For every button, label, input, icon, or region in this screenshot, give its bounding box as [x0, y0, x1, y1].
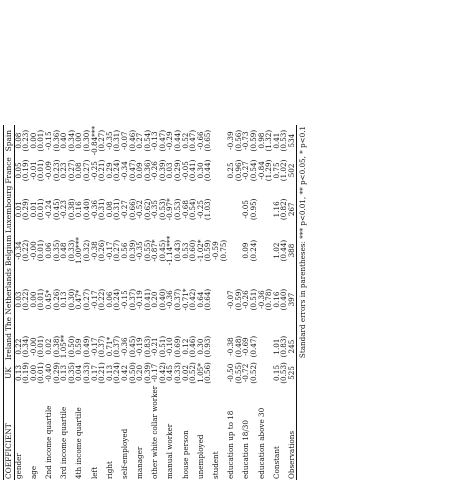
standard-error-cell: (1.03)	[203, 198, 213, 221]
coefficient-cell: 0.71*	[104, 336, 114, 357]
coefficient-cell: -0.36	[256, 290, 266, 309]
coefficient-cell: 0.09	[241, 242, 251, 259]
coefficient-cell: 0.41	[271, 132, 281, 149]
coefficient-cell: 0.17	[89, 364, 99, 381]
observations-cell: 388	[288, 234, 296, 267]
standard-error-cell: (0.27)	[81, 159, 91, 182]
standard-error-cell: (0.38)	[66, 198, 76, 221]
standard-error-cell: (0.21)	[97, 159, 107, 182]
row-label: unemployed	[195, 434, 205, 479]
coefficient-cell: -0.87*	[150, 239, 160, 262]
coefficient-cell: 0.25	[226, 162, 236, 179]
standard-error-cell: (0.31)	[112, 129, 122, 152]
header-coefficient: COEFFICIENT	[4, 385, 15, 480]
standard-error-cell: (0.46)	[127, 129, 137, 152]
coefficient-cell: 0.13	[13, 364, 23, 381]
standard-error-cell: (0.35)	[66, 362, 76, 384]
standard-error-cell: (0.64)	[203, 288, 213, 311]
coefficient-cell: 0.75	[271, 162, 281, 179]
standard-error-cell: (0.78)	[264, 288, 274, 311]
standard-error-cell: (0.27)	[66, 159, 76, 182]
coefficient-cell	[212, 156, 220, 184]
footnote: Standard errors in parentheses: *** p<0.01, ** p<0.05, * p<0.1	[297, 125, 307, 359]
standard-error-cell: (0.37)	[97, 335, 107, 358]
header-spain: Spain	[4, 125, 15, 156]
coefficient-cell: -0.34	[119, 161, 129, 180]
standard-error-cell: (0.45)	[51, 198, 61, 221]
coefficient-cell: 0.30	[195, 162, 205, 179]
standard-error-cell: (0.30)	[81, 129, 91, 152]
coefficient-cell: -0.21	[150, 337, 160, 356]
coefficient-cell: 0.00	[28, 364, 38, 381]
coefficient-cell: 1.00***	[74, 237, 84, 264]
standard-error-cell: (0.24)	[112, 288, 122, 311]
coefficient-cell	[212, 361, 220, 385]
standard-error-cell: (0.36)	[142, 159, 152, 182]
row-label: education 18/30	[241, 420, 251, 479]
coefficient-cell: 0.16	[271, 291, 281, 308]
standard-error-cell: (0.19)	[21, 159, 31, 182]
standard-error-cell: (0.59)	[249, 129, 258, 152]
standard-error-cell: (0.32)	[81, 239, 91, 262]
coefficient-cell: 0.45	[165, 364, 175, 381]
coefficient-cell: 0.56	[119, 242, 129, 259]
standard-error-cell: (0.37)	[112, 335, 122, 358]
standard-error-cell: (0.39)	[142, 362, 152, 384]
coefficient-cell: 0.08	[13, 132, 23, 149]
coefficient-cell: 0.03	[165, 162, 175, 179]
standard-error-cell: (0.24)	[112, 159, 122, 182]
coefficient-cell	[258, 332, 266, 361]
coefficient-cell: -0.26	[150, 161, 160, 180]
standard-error-cell: (0.37)	[127, 288, 137, 311]
standard-error-cell: (0.01)	[36, 288, 46, 311]
standard-error-cell: (0.40)	[157, 288, 167, 311]
coefficient-cell: -0.17	[89, 290, 99, 309]
standard-error-cell: (0.45)	[157, 239, 167, 262]
standard-error-cell: (0.19)	[21, 362, 31, 384]
row-label: manual worker	[165, 423, 175, 479]
coefficient-cell: 1.01	[271, 338, 281, 355]
observations-cell: 397	[288, 267, 296, 332]
standard-error-cell: (0.27)	[112, 239, 122, 262]
coefficient-cell: 0.48	[59, 242, 69, 259]
coefficient-cell: 0.15	[271, 364, 281, 381]
standard-error-cell: (0.36)	[51, 129, 61, 152]
standard-error-cell: (0.48)	[233, 335, 243, 358]
coefficient-cell: -0.19	[135, 290, 145, 309]
coefficient-cell: -0.05	[180, 161, 190, 180]
standard-error-cell: (0.37)	[173, 288, 183, 311]
coefficient-cell: -0.50	[226, 363, 236, 383]
coefficient-cell: 0.04	[74, 364, 84, 381]
standard-error-cell: (0.01)	[36, 198, 46, 221]
coefficient-cell: -0.35	[104, 131, 114, 150]
observations-cell: 502	[288, 156, 296, 184]
table-body	[14, 125, 296, 480]
coefficient-cell	[227, 234, 235, 267]
standard-error-cell: (0.44)	[173, 129, 183, 152]
coefficient-cell: -0.05	[241, 200, 251, 219]
standard-error-cell: (0.54)	[249, 159, 258, 182]
standard-error-cell: (0.52)	[249, 362, 258, 384]
standard-error-cell: (0.83)	[142, 335, 152, 358]
coefficient-cell: -0.39	[226, 131, 236, 150]
coefficient-cell: -0.10	[165, 337, 175, 356]
coefficient-cell: 0.52	[180, 132, 190, 149]
header-belgium: Belgium	[4, 235, 13, 267]
coefficient-cell: -0.25	[195, 200, 205, 219]
coefficient-cell: 0.40	[59, 132, 69, 149]
coefficient-cell: 0.00	[28, 291, 38, 308]
coefficient-cell: -0.36	[89, 200, 99, 219]
coefficient-cell: -0.27	[119, 200, 129, 219]
standard-error-cell: (0.50)	[127, 362, 137, 384]
standard-error-cell: (0.35)	[51, 239, 61, 262]
coefficient-cell: 1.05*	[195, 363, 205, 383]
row-label-spacer	[83, 385, 91, 480]
standard-error-cell: (0.33)	[81, 362, 91, 384]
observations-cell: 534	[288, 125, 296, 156]
header-row	[4, 125, 15, 480]
row-label: gender	[13, 453, 23, 479]
standard-error-cell: (0.33)	[66, 239, 76, 262]
row-label: right	[104, 461, 114, 479]
coefficient-cell: -0.40	[43, 363, 53, 383]
coefficient-cell: -0.00	[28, 241, 38, 260]
standard-error-cell: (0.29)	[173, 159, 183, 182]
standard-error-cell: (0.40)	[279, 288, 289, 311]
standard-error-cell: (0.46)	[188, 335, 198, 358]
coefficient-cell: 0.05	[13, 162, 23, 179]
coefficient-cell: 1.02	[271, 242, 281, 259]
coefficient-cell: 0.20	[135, 364, 145, 381]
coefficient-cell: 0.23	[59, 162, 69, 179]
coefficient-cell: -0.01	[28, 161, 38, 180]
coefficient-cell: 0.22	[13, 338, 23, 355]
coefficient-cell: -0.07	[226, 290, 236, 309]
coefficient-cell: 0.06	[43, 242, 53, 259]
row-label: education up to 18	[226, 410, 236, 479]
header-france: France	[4, 157, 13, 184]
standard-error-cell: (0.60)	[188, 239, 198, 262]
standard-error-cell: (0.31)	[112, 198, 122, 221]
row-label: house person	[180, 430, 190, 479]
standard-error-cell: (0.95)	[249, 198, 258, 221]
coefficient-cell: -0.38	[226, 337, 236, 356]
coefficient-cell: 0.00	[74, 132, 84, 149]
coefficient-cell: -0.71*	[180, 288, 190, 311]
observations-row	[288, 125, 296, 480]
coefficient-cell: 0.30	[195, 338, 205, 355]
observations-cell: 525	[288, 361, 296, 385]
coefficient-cell: 0.29	[104, 162, 114, 179]
coefficient-cell: 0.13	[59, 364, 69, 381]
coefficient-cell	[212, 332, 220, 361]
standard-error-cell: (0.62)	[142, 198, 152, 221]
standard-error-cell: (0.96)	[233, 159, 243, 182]
standard-error-cell: (0.23)	[21, 129, 31, 152]
coefficient-cell: 0.20	[150, 291, 160, 308]
coefficient-cell: 0.47*	[74, 289, 84, 310]
row-label: other white collar worker	[150, 385, 160, 479]
coefficient-cell: 0.01	[28, 201, 38, 218]
standard-error-cell: (0.44)	[279, 239, 289, 262]
coefficient-cell	[212, 267, 220, 332]
coefficient-cell: -0.27	[241, 161, 251, 180]
standard-error-cell: (0.47)	[157, 129, 167, 152]
coefficient-cell: -0.35	[135, 241, 145, 260]
row-label: education above 30	[256, 407, 266, 479]
standard-error-cell: (0.26)	[97, 239, 107, 262]
footnote-wrap	[297, 4, 307, 482]
standard-error-cell: (0.51)	[249, 288, 258, 311]
coefficient-cell: -0.17	[89, 337, 99, 356]
standard-error-cell: (0.47)	[127, 159, 137, 182]
standard-error-cell: (0.39)	[157, 159, 167, 182]
standard-error-cell: (0.51)	[157, 335, 167, 358]
standard-error-cell: (0.27)	[97, 129, 107, 152]
coefficient-cell: -0.13	[150, 131, 160, 150]
coefficient-cell: -0.17	[150, 363, 160, 383]
standard-error-cell: (0.22)	[97, 288, 107, 311]
standard-error-cell: (0.42)	[157, 362, 167, 384]
coefficient-cell: 0.03	[13, 291, 23, 308]
standard-error-cell: (0.01)	[36, 129, 46, 152]
row-label: age	[28, 465, 38, 479]
standard-error-cell: (0.53)	[279, 362, 289, 384]
standard-error-cell: (1.02)	[279, 159, 289, 182]
coefficient-cell: 0.01	[13, 201, 23, 218]
coefficient-cell: 0.13	[104, 364, 114, 381]
row-label: 2nd income quartile	[43, 405, 53, 479]
coefficient-cell	[227, 185, 235, 234]
coefficient-cell: -0.38	[89, 241, 99, 260]
standard-error-cell: (0.24)	[112, 362, 122, 384]
row-label: 3rd income quartile	[59, 406, 69, 479]
standard-error-cell: (0.41)	[188, 159, 198, 182]
coefficient-cell: -0.23	[59, 200, 69, 219]
coefficient-cell: 0.45*	[43, 289, 53, 310]
row-label: self-employed	[119, 428, 129, 479]
coefficient-cell: 0.09	[135, 162, 145, 179]
standard-error-cell: (0.01)	[36, 239, 46, 262]
coefficient-cell: 0.59	[74, 338, 84, 355]
standard-error-cell: (0.59)	[233, 288, 243, 311]
coefficient-cell: -0.36	[165, 290, 175, 309]
standard-error-cell: (0.82)	[279, 198, 289, 221]
observations-label: Observations	[288, 385, 296, 480]
standard-error-cell: (0.30)	[66, 288, 76, 311]
header-luxembourg: Luxembourg	[4, 185, 13, 234]
coefficient-cell: -0.84	[256, 161, 266, 180]
standard-error-cell: (0.53)	[279, 129, 289, 152]
table-row	[212, 125, 220, 480]
coefficient-cell: -0.26	[241, 290, 251, 309]
standard-error-cell: (0.83)	[279, 335, 289, 358]
standard-error-cell: (0.41)	[142, 288, 152, 311]
standard-error-cell: (0.34)	[66, 129, 76, 152]
coefficient-cell	[258, 234, 266, 267]
standard-error-cell: (0.75)	[218, 239, 228, 262]
coefficient-cell: -0.19	[135, 337, 145, 356]
table-row-se	[204, 125, 212, 480]
standard-error-cell: (1.29)	[264, 159, 274, 182]
coefficient-cell: 0.00	[28, 132, 38, 149]
coefficient-cell	[212, 125, 220, 156]
coefficient-cell: 0.08	[104, 201, 114, 218]
standard-error-cell: (0.52)	[188, 362, 198, 384]
coefficient-cell: -1.14***	[165, 235, 175, 266]
standard-error-cell: (0.45)	[127, 335, 137, 358]
coefficient-cell: -0.97*	[165, 198, 175, 221]
standard-error-cell: (0.33)	[173, 362, 183, 384]
coefficient-cell: 0.42	[119, 364, 129, 381]
row-label: Constant	[271, 446, 281, 479]
header-netherlands: The Netherlands	[4, 268, 13, 332]
standard-error-cell: (0.22)	[21, 239, 31, 262]
coefficient-cell: -0.73	[241, 131, 251, 150]
standard-error-cell: (0.47)	[188, 129, 198, 152]
standard-error-cell: (0.29)	[51, 362, 61, 384]
standard-error-cell: (0.47)	[249, 335, 258, 358]
coefficient-cell	[212, 185, 220, 234]
standard-error-cell: (0.24)	[249, 239, 258, 262]
standard-error-cell: (0.01)	[36, 159, 46, 182]
coefficient-cell: -0.36	[119, 337, 129, 356]
standard-error-cell: (0.55)	[142, 239, 152, 262]
standard-error-cell: (1.32)	[264, 129, 274, 152]
coefficient-cell: 0.08	[74, 162, 84, 179]
standard-error-cell: (0.69)	[173, 335, 183, 358]
coefficient-cell: -0.07	[119, 131, 129, 150]
coefficient-cell: -0.34	[13, 241, 23, 260]
standard-error-cell	[220, 185, 228, 234]
coefficient-cell: -1.02*	[195, 239, 205, 262]
standard-error-cell: (0.22)	[21, 288, 31, 311]
coefficient-cell: 0.16	[74, 201, 84, 218]
coefficient-cell: 1.16	[271, 201, 281, 218]
standard-error-cell: (0.54)	[142, 129, 152, 152]
standard-error-cell: (0.40)	[81, 198, 91, 221]
coefficient-cell: -0.84***	[89, 126, 99, 156]
observations-cell: 245	[288, 332, 296, 361]
regression-table	[3, 125, 297, 480]
standard-error-cell: (0.93)	[203, 335, 213, 358]
header-ireland: Ireland	[4, 333, 13, 361]
standard-error-cell: (0.66)	[127, 198, 137, 221]
standard-error-cell: (0.38)	[51, 335, 61, 358]
row-label: left	[89, 466, 99, 479]
standard-error-cell: (0.53)	[173, 198, 183, 221]
coefficient-cell: 0.98	[256, 132, 266, 149]
standard-error-cell: (0.49)	[81, 335, 91, 358]
standard-error-cell: (0.54)	[188, 198, 198, 221]
standard-error-cell: (0.23)	[51, 159, 61, 182]
standard-error-cell: (0.65)	[203, 129, 213, 152]
coefficient-cell: -0.68	[180, 200, 190, 219]
standard-error-cell: (0.01)	[36, 335, 46, 358]
standard-error-cell: (0.55)	[233, 362, 243, 384]
coefficient-cell: -0.69	[241, 337, 251, 356]
coefficient-cell	[258, 185, 266, 234]
coefficient-cell	[258, 361, 266, 385]
standard-error-cell: (0.43)	[173, 239, 183, 262]
standard-error-cell: (0.42)	[188, 288, 198, 311]
standard-error-cell: (0.56)	[233, 129, 243, 152]
standard-error-cell: (0.01)	[36, 362, 46, 384]
coefficient-cell: 0.06	[104, 291, 114, 308]
coefficient-cell: 0.27	[135, 132, 145, 149]
coefficient-cell: 0.02	[43, 338, 53, 355]
row-label: student	[211, 451, 221, 479]
coefficient-cell: -0.24	[43, 200, 53, 219]
coefficient-cell: -0.72	[241, 363, 251, 383]
coefficient-cell: -0.00	[28, 337, 38, 356]
standard-error-cell: (0.26)	[51, 288, 61, 311]
standard-error-cell: (0.21)	[97, 362, 107, 384]
coefficient-cell: 0.64	[195, 291, 205, 308]
coefficient-cell: 0.53	[180, 242, 190, 259]
coefficient-cell: 1.05**	[59, 334, 69, 359]
coefficient-cell: 0.12	[180, 338, 190, 355]
standard-error-cell: (0.31)	[97, 198, 107, 221]
standard-error-cell: (0.59)	[203, 239, 213, 262]
coefficient-cell: -0.17	[104, 241, 114, 260]
observations-cell: 267	[288, 185, 296, 234]
coefficient-cell: 0.13	[59, 291, 69, 308]
coefficient-cell: -0.15	[119, 290, 129, 309]
standard-error-cell: (0.50)	[66, 335, 76, 358]
coefficient-cell: -0.35	[150, 200, 160, 219]
standard-error-cell: (0.39)	[127, 239, 137, 262]
coefficient-cell: -0.52	[135, 200, 145, 219]
standard-error-cell: (0.27)	[81, 288, 91, 311]
coefficient-cell: 0.02	[180, 364, 190, 381]
coefficient-cell: -0.25	[89, 161, 99, 180]
header-uk: UK	[4, 361, 15, 385]
coefficient-cell: -0.29	[165, 131, 175, 150]
standard-error-cell: (0.44)	[203, 159, 213, 182]
standard-error-cell: (0.34)	[21, 335, 31, 358]
coefficient-cell: -0.66	[195, 131, 205, 150]
row-label: 4th income quartile	[74, 407, 84, 479]
row-label: manager	[135, 446, 145, 479]
coefficient-cell: -0.09	[43, 161, 53, 180]
standard-error-cell: (0.29)	[21, 198, 31, 221]
coefficient-cell: -0.59	[211, 241, 221, 260]
standard-error-cell: (0.53)	[157, 198, 167, 221]
standard-error-cell: (0.56)	[203, 362, 213, 384]
coefficient-cell: -0.15	[43, 131, 53, 150]
